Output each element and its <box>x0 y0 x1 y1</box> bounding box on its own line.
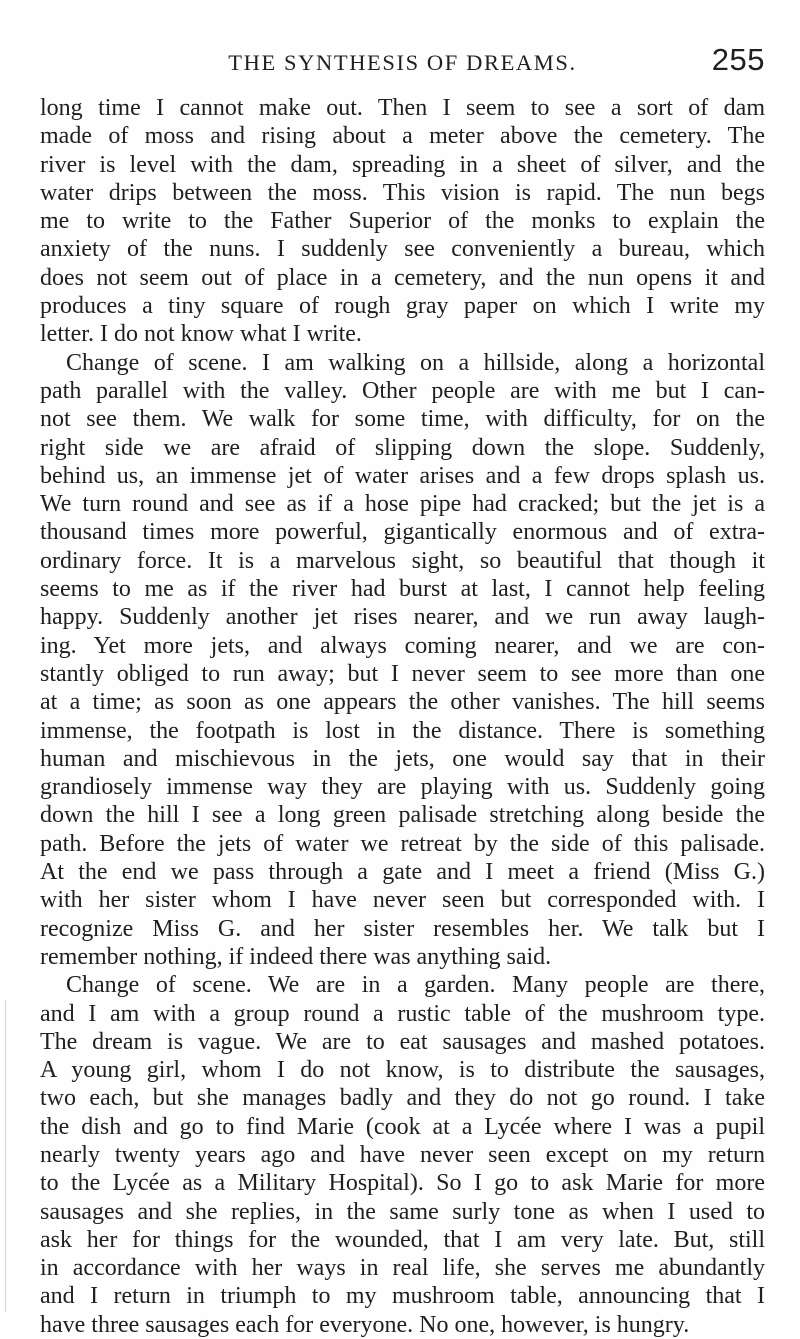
text-line: human and mischievous in the jets, one would say that in their <box>40 745 765 772</box>
text-line: with her sister whom I have never seen but corresponded with. I <box>40 887 765 914</box>
text-line: ordinary force. It is a marvelous sight, so beautiful that though it <box>40 547 765 574</box>
text-line: not see them. We walk for some time, with difficulty, for on the <box>40 406 765 433</box>
page-edge-shadow <box>5 1000 6 1312</box>
text-line: Change of scene. We are in a garden. Many people are there, <box>66 972 765 999</box>
body-text <box>40 94 765 1339</box>
text-line: thousand times more powerful, gigantically enormous and of extra- <box>40 519 765 546</box>
text-line: in accordance with her ways in real life, she serves me abundantly <box>40 1255 765 1282</box>
text-line: ask her for things for the wounded, that I am very late. But, still <box>40 1226 765 1253</box>
text-line: water drips between the moss. This vision is rapid. The nun begs <box>40 179 765 206</box>
text-line: right side we are afraid of slipping down the slope. Suddenly, <box>40 434 765 461</box>
text-line: to the Lycée as a Military Hospital). So I go to ask Marie for more <box>40 1170 765 1197</box>
page-header <box>40 42 765 82</box>
text-line: and I return in triumph to my mushroom table, announcing that I <box>40 1283 765 1310</box>
text-line: behind us, an immense jet of water arises and a few drops splash us. <box>40 462 765 489</box>
text-line: two each, but she manages badly and they do not go round. I take <box>40 1085 765 1112</box>
text-line: anxiety of the nuns. I suddenly see conveniently a bureau, which <box>40 236 765 263</box>
text-line: at a time; as soon as one appears the other vanishes. The hill seems <box>40 689 765 716</box>
text-line: me to write to the Father Superior of the monks to explain the <box>40 208 765 235</box>
text-line: At the end we pass through a gate and I meet a friend (Miss G.) <box>40 859 765 886</box>
text-line: stantly obliged to run away; but I never seem to see more than one <box>40 660 765 687</box>
text-line: grandiosely immense way they are playing with us. Suddenly going <box>40 774 765 801</box>
text-line: path parallel with the valley. Other people are with me but I can- <box>40 377 765 404</box>
text-line: produces a tiny square of rough gray paper on which I write my <box>40 293 765 320</box>
page-number: 255 <box>711 42 765 77</box>
text-line: happy. Suddenly another jet rises nearer, and we run away laugh- <box>40 604 765 631</box>
text-line: remember nothing, if indeed there was anything said. <box>40 943 552 970</box>
text-line: path. Before the jets of water we retreat by the side of this palisade. <box>40 830 765 857</box>
text-line: and I am with a group round a rustic table of the mushroom type. <box>40 1000 765 1027</box>
text-line: long time I cannot make out. Then I seem to see a sort of dam <box>40 95 765 121</box>
text-line: nearly twenty years ago and have never seen except on my return <box>40 1141 765 1168</box>
text-line: made of moss and rising about a meter above the cemetery. The <box>40 123 765 150</box>
running-head: THE SYNTHESIS OF DREAMS. <box>228 50 577 75</box>
text-line: immense, the footpath is lost in the distance. There is something <box>40 717 765 744</box>
text-line: sausages and she replies, in the same surly tone as when I used to <box>40 1198 765 1225</box>
text-line: The dream is vague. We are to eat sausages and mashed potatoes. <box>40 1028 765 1055</box>
text-line: seems to me as if the river had burst at last, I cannot help feeling <box>40 576 765 603</box>
text-line: have three sausages each for everyone. No one, however, is hungry. <box>40 1311 690 1338</box>
text-line: A young girl, whom I do not know, is to distribute the sausages, <box>40 1057 765 1084</box>
text-line: ing. Yet more jets, and always coming nearer, and we are con- <box>40 632 765 659</box>
text-line: recognize Miss G. and her sister resembles her. We talk but I <box>40 915 765 942</box>
text-line: down the hill I see a long green palisade stretching along beside the <box>40 802 765 829</box>
text-line: river is level with the dam, spreading in a sheet of silver, and the <box>40 151 765 178</box>
text-line: does not seem out of place in a cemetery, and the nun opens it and <box>40 264 765 291</box>
text-line: the dish and go to find Marie (cook at a Lycée where I was a pupil <box>40 1113 765 1140</box>
text-line: Change of scene. I am walking on a hillside, along a horizontal <box>66 349 765 376</box>
text-line: We turn round and see as if a hose pipe had cracked; but the jet is a <box>40 491 765 518</box>
text-line: letter. I do not know what I write. <box>40 321 362 348</box>
